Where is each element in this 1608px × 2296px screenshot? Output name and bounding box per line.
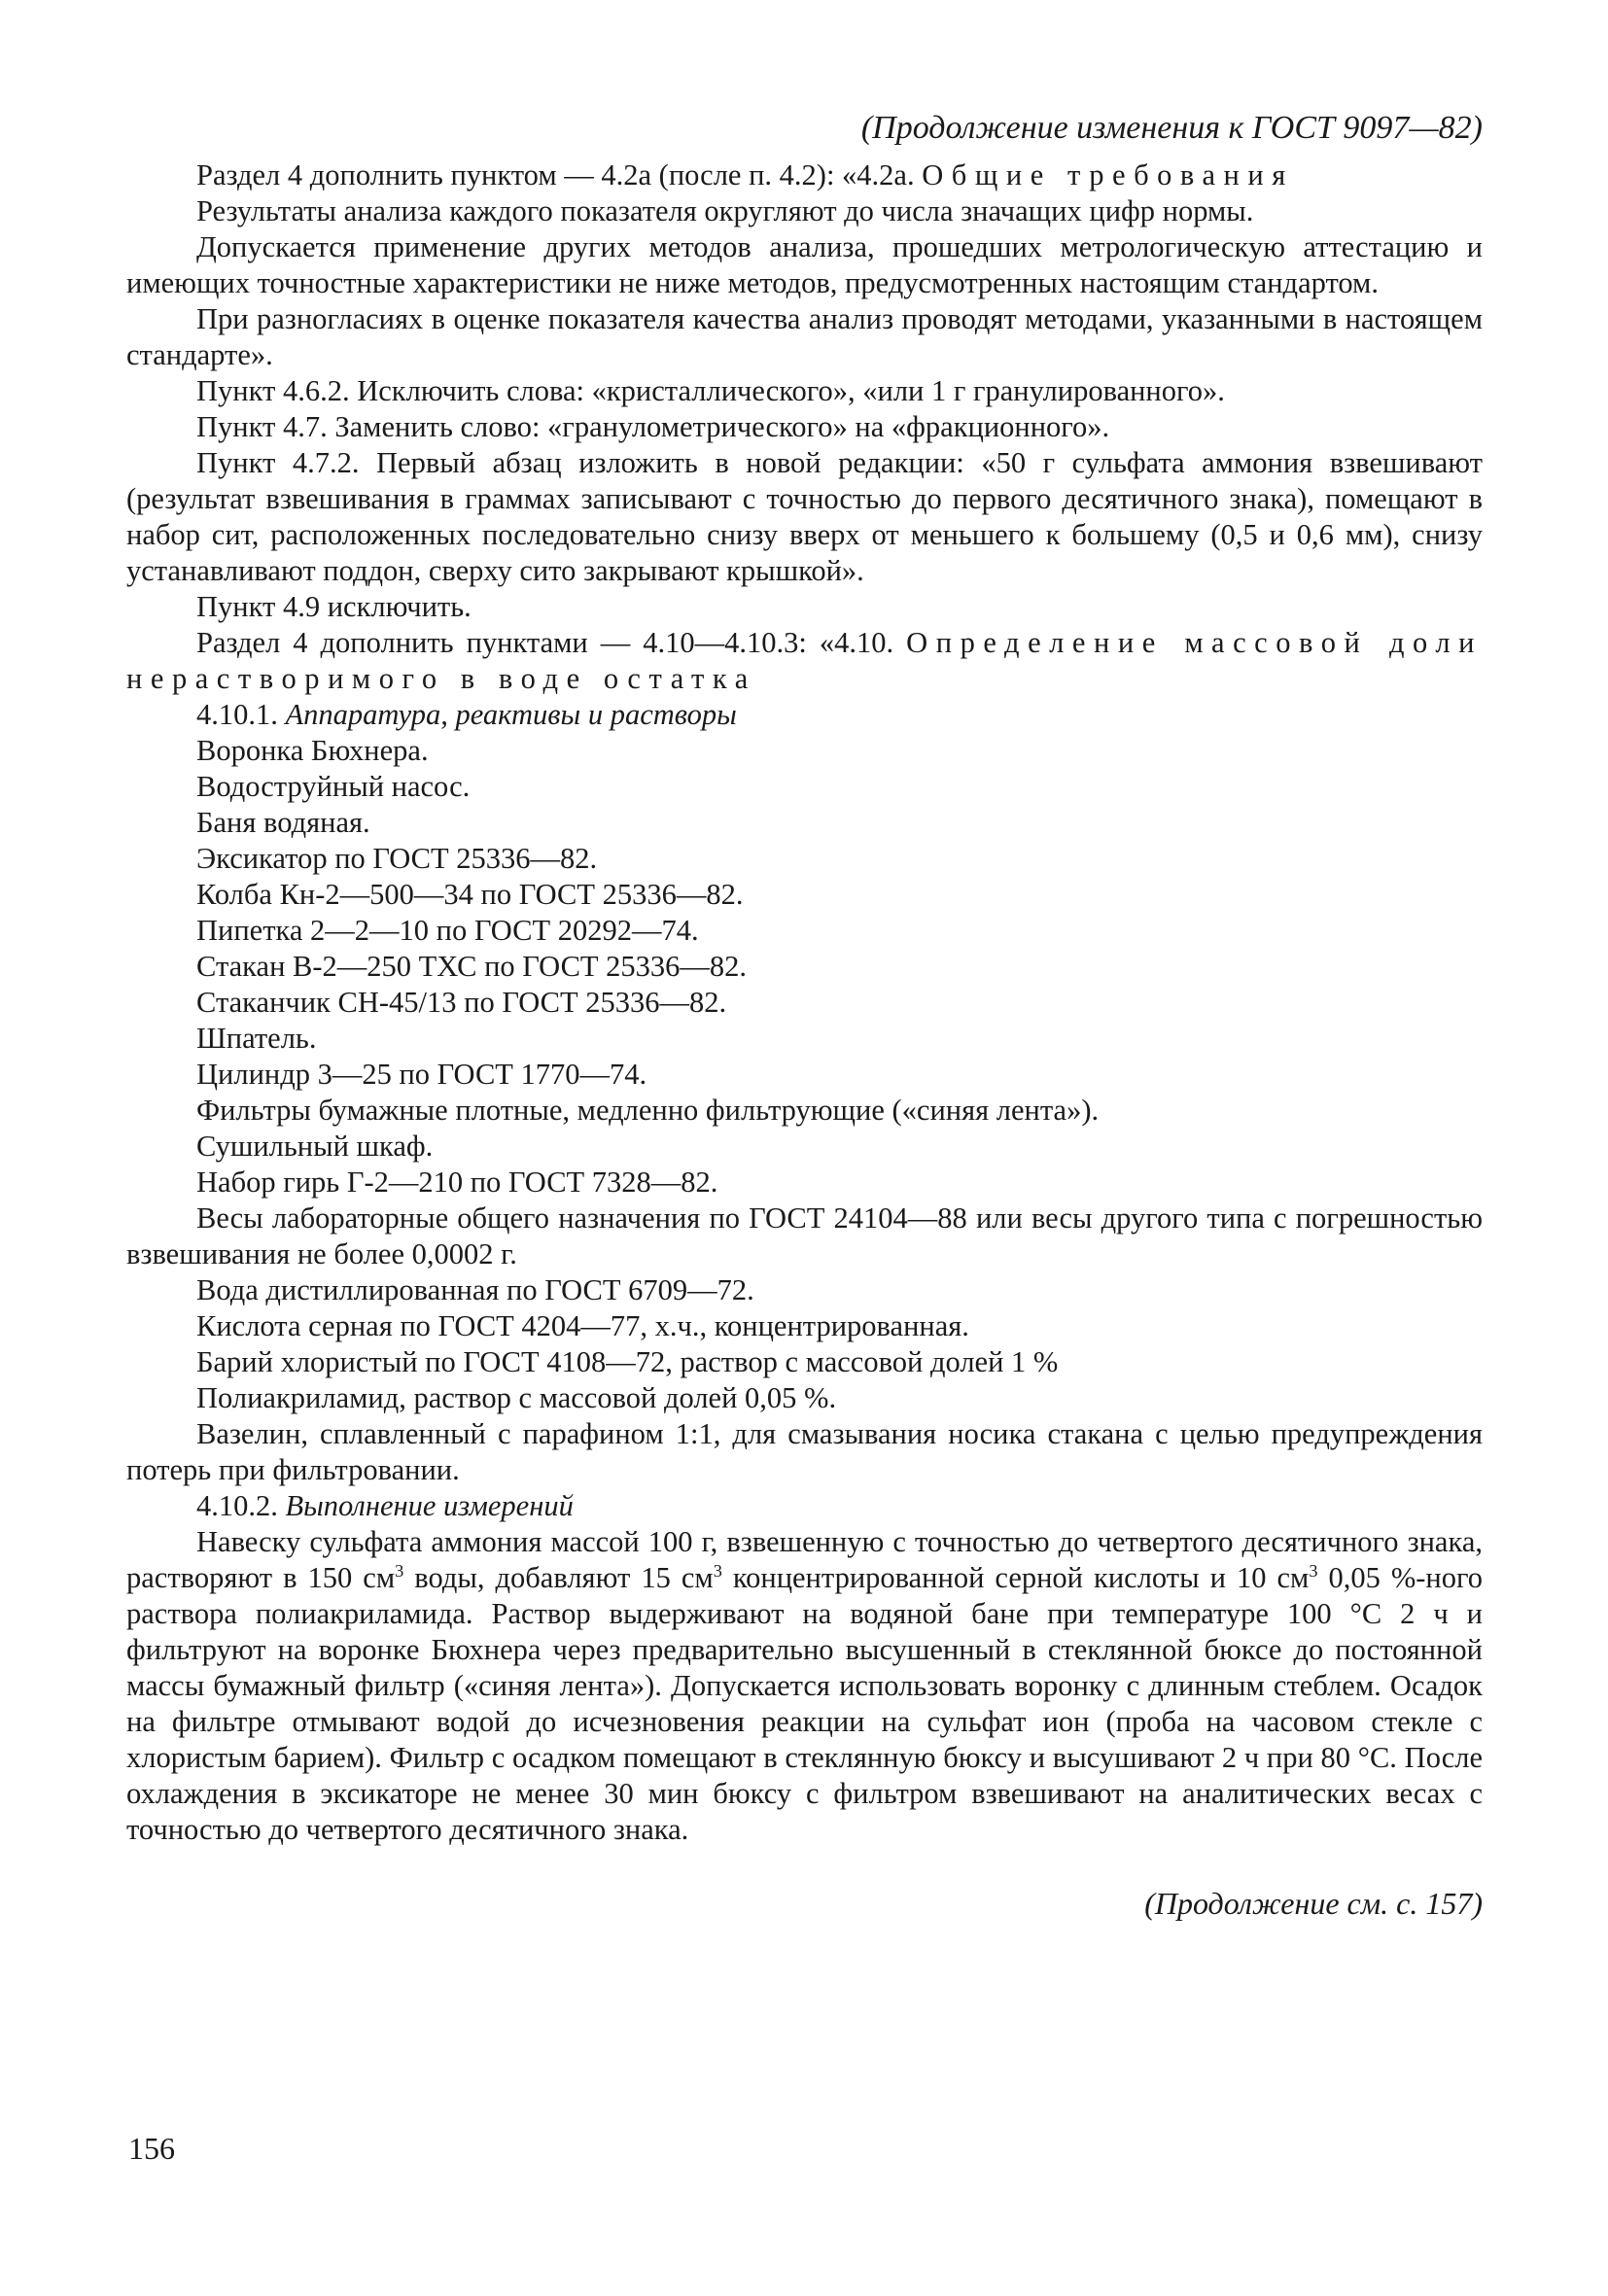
- section-4-2a-text: Раздел 4 дополнить пунктом — 4.2а (после п. 4.2): «4.2а.: [196, 158, 915, 191]
- section-4-10-paragraph: [126, 625, 1483, 697]
- running-header: (Продолжение изменения к ГОСТ 9097—82): [860, 110, 1483, 146]
- equipment-item: Колба Кн-2—500—34 по ГОСТ 25336—82.: [196, 878, 744, 911]
- equipment-item: Баня водяная.: [196, 806, 370, 839]
- equipment-item: Воронка Бюхнера.: [196, 734, 429, 767]
- paragraph: Пункт 4.6.2. Исключить слова: «кристаллического», «или 1 г гранулированного».: [196, 374, 1225, 407]
- procedure-paragraph: [126, 1524, 1483, 1848]
- equipment-item: Шпатель.: [196, 1022, 317, 1055]
- subsection-4-10-1-heading: [126, 697, 1483, 733]
- equipment-item: Эксикатор по ГОСТ 25336—82.: [196, 842, 598, 875]
- equipment-item: Набор гирь Г-2—210 по ГОСТ 7328—82.: [196, 1165, 718, 1199]
- scales-paragraph: Весы лабораторные общего назначения по ГОСТ 24104—88 или весы другого типа с погрешностью взвешивания не более 0,0002 г.: [126, 1201, 1483, 1270]
- subsection-number: 4.10.1.: [196, 698, 278, 731]
- procedure-text: воды, добавляют 15 см: [403, 1561, 714, 1594]
- procedure-text: 0,05 %-ного раствора полиакриламида. Раствор выдерживают на водяной бане при температуре 100 °С 2 ч и фильтруют на воронке Бюхнера через предварительно высушенный в стеклянной бюксе до постоянной массы бумажный фильтр («синяя лента»). Допускается использовать воронку с длинным стеблем. Осадок на фильтре отмывают водой до исчезновения реакции на сульфат ион (проба на часовом стекле с хлористым барием). Фильтр с осадком помещают в стеклянную бюксу и высушивают 2 ч при 80 °С. После охлаждения в эксикаторе не менее 30 мин бюксу с фильтром взвешивают на аналитических весах с точностью до четвертого десятичного знака.: [126, 1561, 1484, 1846]
- equipment-item: Водоструйный насос.: [196, 770, 471, 803]
- equipment-item: Сушильный шкаф.: [196, 1130, 434, 1163]
- continuation-note: (Продолжение см. с. 157): [1144, 1886, 1483, 1921]
- superscript: 3: [395, 1560, 404, 1581]
- equipment-item: Фильтры бумажные плотные, медленно фильтрующие («синяя лента»).: [196, 1094, 1100, 1127]
- section-4-10-text: Раздел 4 дополнить пунктами — 4.10—4.10.3: «4.10.: [196, 626, 894, 659]
- section-4-2a-heading: Общие требования: [922, 158, 1294, 191]
- subsection-title: Выполнение измерений: [285, 1489, 574, 1522]
- document-page: [126, 107, 1483, 1924]
- paragraph: Результаты анализа каждого показателя округляют до числа значащих цифр нормы.: [196, 194, 1254, 227]
- subsection-number: 4.10.2.: [196, 1489, 278, 1522]
- reagent-item: Барий хлористый по ГОСТ 4108—72, раствор с массовой долей 1 %: [196, 1345, 1059, 1378]
- paragraph: Пункт 4.7.2. Первый абзац изложить в новой редакции: «50 г сульфата аммония взвешивают (результат взвешивания в граммах записывают с точностью до первого десятичного знака), помещают в набор сит, расположенных последовательно снизу вверх от меньшего к большему (0,5 и 0,6 мм), снизу устанавливают поддон, сверху сито закрывают крышкой».: [126, 446, 1483, 587]
- section-4-2a-paragraph: [126, 157, 1483, 193]
- equipment-item: Стакан В-2—250 ТХС по ГОСТ 25336—82.: [196, 950, 748, 983]
- paragraph: Пункт 4.7. Заменить слово: «гранулометрического» на «фракционного».: [196, 410, 1110, 443]
- superscript: 3: [713, 1560, 722, 1581]
- equipment-item: Пипетка 2—2—10 по ГОСТ 20292—74.: [196, 914, 699, 947]
- paragraph: Допускается применение других методов анализа, прошедших метрологическую аттестацию и имеющих точностные характеристики не ниже методов, предусмотренных настоящим стандартом.: [126, 230, 1483, 299]
- procedure-text: Навеску сульфата аммония массой 100 г, взвешенную с точностью до четвертого десятичного знака, растворяют в 150 см: [126, 1525, 1483, 1594]
- section-4-10-heading: Определение массовой доли нерастворимого в воде остатка: [126, 626, 1484, 695]
- reagent-item: Кислота серная по ГОСТ 4204—77, х.ч., концентрированная.: [196, 1309, 969, 1342]
- procedure-text: концентрированной серной кислоты и 10 см: [721, 1561, 1310, 1594]
- superscript: 3: [1309, 1560, 1318, 1581]
- paragraph: При разногласиях в оценке показателя качества анализ проводят методами, указанными в настоящем стандарте».: [126, 302, 1483, 371]
- paragraph: Пункт 4.9 исключить.: [196, 590, 472, 623]
- equipment-item: Стаканчик СН-45/13 по ГОСТ 25336—82.: [196, 986, 727, 1019]
- subsection-title: Аппаратура, реактивы и растворы: [285, 698, 737, 731]
- reagent-item: Вода дистиллированная по ГОСТ 6709—72.: [196, 1273, 754, 1306]
- page-number: 156: [128, 2131, 175, 2166]
- equipment-item: Цилиндр 3—25 по ГОСТ 1770—74.: [196, 1058, 647, 1091]
- reagent-item: Полиакриламид, раствор с массовой долей 0,05 %.: [196, 1381, 837, 1414]
- vaseline-paragraph: Вазелин, сплавленный с парафином 1:1, для смазывания носика стакана с целью предупреждения потерь при фильтровании.: [126, 1417, 1483, 1486]
- subsection-4-10-2-heading: [126, 1488, 1483, 1524]
